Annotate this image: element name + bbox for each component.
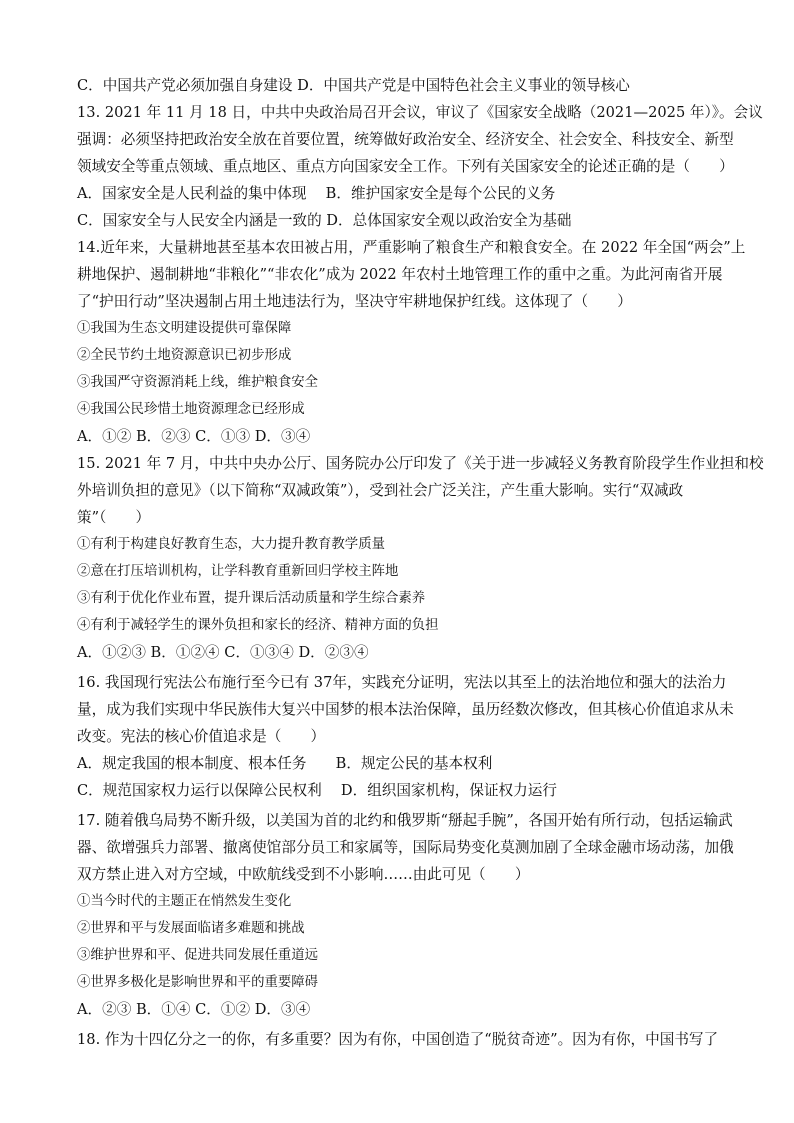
q14-statement-1: ①我国为生态文明建设提供可靠保障 — [77, 321, 292, 336]
q15-stem-line-2: 外培训负担的意见》（以下简称“双减政策”），受到社会广泛关注，产生重大影响。实行“双减政 — [77, 482, 684, 499]
q15-statement-1: ①有利于构建良好教育生态，大力提升教育教学质量 — [77, 537, 385, 552]
q14-stem-line-1: 14.近年来，大量耕地甚至基本农田被占用，严重影响了粮食生产和粮食安全。在 2022 年全国“两会”上 — [77, 239, 746, 256]
q16-stem-line-3: 改变。宪法的核心价值追求是（ ） — [77, 728, 326, 745]
q13-stem-line-3: 领域安全等重点领域、重点地区、重点方向国家安全工作。下列有关国家安全的论述正确的是（ ） — [77, 158, 734, 175]
q14-stem-line-2: 耕地保护、遏制耕地“非粮化”“非农化”成为 2022 年农村土地管理工作的重中之重。为此河南省开展 — [77, 266, 723, 283]
q17-statement-2: ②世界和平与发展面临诸多难题和挑战 — [77, 921, 305, 936]
q17-statement-4: ④世界多极化是影响世界和平的重要障碍 — [77, 975, 319, 990]
q17-stem-line-3: 双方禁止进入对方空域，中欧航线受到不小影响……由此可见（ ） — [77, 866, 530, 883]
q15-stem-line-1: 15. 2021 年 7 月，中共中央办公厅、国务院办公厅印发了《关于进一步减轻义务教育阶段学生作业担和校 — [77, 455, 764, 472]
q14-stem-line-3: 了“护田行动”坚决遏制占用土地违法行为，坚决守牢耕地保护红线。这体现了（ ） — [77, 293, 632, 310]
q12-option-cd: C．中国共产党必须加强自身建设 D．中国共产党是中国特色社会主义事业的领导核心 — [77, 77, 630, 94]
q16-stem-line-2: 量，成为我们实现中华民族伟大复兴中国梦的根本法治保障，虽历经数次修改，但其核心价值追求从未 — [77, 701, 734, 718]
q13-stem-line-1: 13. 2021 年 11 月 18 日，中共中央政治局召开会议，审议了《国家安全战略（2021—2025 年）》。会议 — [77, 104, 763, 121]
q13-stem-line-2: 强调：必须坚持把政治安全放在首要位置，统筹做好政治安全、经济安全、社会安全、科技安全、新型 — [77, 131, 734, 148]
q15-statement-3: ③有利于优化作业布置，提升课后活动质量和学生综合素养 — [77, 591, 426, 606]
q14-options: A．①② B．②③ C．①③ D．③④ — [77, 428, 311, 445]
q17-stem-line-1: 17. 随着俄乌局势不断升级，以美国为首的北约和俄罗斯“掰起手腕”，各国开始有所行动，包括运输武 — [77, 812, 733, 829]
q18-stem-line-1: 18. 作为十四亿分之一的你，有多重要？因为有你，中国创造了“脱贫奇迹”。因为有你，中国书写了 — [77, 1031, 719, 1048]
q17-statement-3: ③维护世界和平、促进共同发展任重道远 — [77, 948, 319, 963]
q15-statement-4: ④有利于减轻学生的课外负担和家长的经济、精神方面的负担 — [77, 618, 439, 633]
q15-stem-line-3: 策”（ ） — [77, 509, 151, 526]
q13-option-ab: A．国家安全是人民利益的集中体现 B．维护国家安全是每个公民的义务 — [77, 185, 556, 202]
q14-statement-2: ②全民节约土地资源意识已初步形成 — [77, 348, 292, 363]
q14-statement-4: ④我国公民珍惜土地资源理念已经形成 — [77, 402, 305, 417]
q13-option-cd: C．国家安全与人民安全内涵是一致的 D．总体国家安全观以政治安全为基础 — [77, 212, 572, 229]
q15-options: A．①②③ B．①②④ C．①③④ D．②③④ — [77, 644, 369, 661]
q14-statement-3: ③我国严守资源消耗上线，维护粮食安全 — [77, 375, 319, 390]
q15-statement-2: ②意在打压培训机构，让学科教育重新回归学校主阵地 — [77, 564, 399, 579]
q16-option-cd: C．规范国家权力运行以保障公民权利 D．组织国家机构，保证权力运行 — [77, 782, 557, 799]
q17-stem-line-2: 器、欲增强兵力部署、撤离使馆部分员工和家属等，国际局势变化莫测加剧了全球金融市场动荡，加俄 — [77, 839, 734, 856]
q16-option-ab: A．规定我国的根本制度、根本任务 B．规定公民的基本权利 — [77, 755, 493, 772]
q17-options: A．②③ B．①④ C．①② D．③④ — [77, 1001, 311, 1018]
q17-statement-1: ①当今时代的主题正在悄然发生变化 — [77, 894, 292, 909]
q16-stem-line-1: 16. 我国现行宪法公布施行至今已有 37年，实践充分证明，宪法以其至上的法治地位和强大的法治力 — [77, 674, 727, 691]
